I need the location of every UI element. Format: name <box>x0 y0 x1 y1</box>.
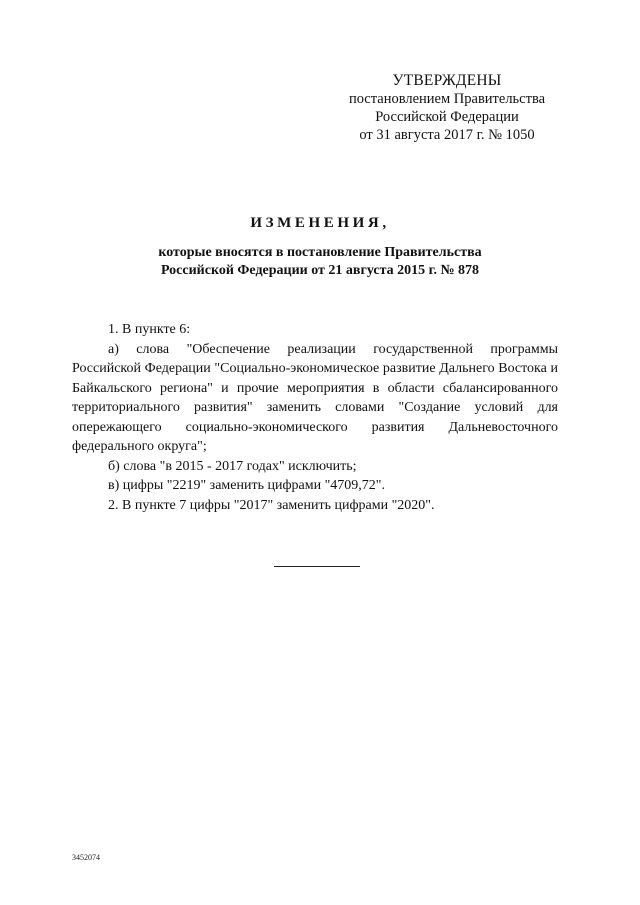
paragraph-1: 1. В пункте 6: <box>108 322 191 337</box>
document-subtitle <box>0 244 640 280</box>
paragraph-a: а) слова "Обеспечение реализации государственной программы Российской Федерации "Социально-экономическое развитие Дальнего Востока и Байкальского региона" и прочие мероприятия в области сбалансированного территориального развития" заменить словами "Создание условий для опережающего социально-экономического развития Дальневосточного федерального округа"; <box>72 341 558 454</box>
subtitle-line-1: которые вносятся в постановление Правительства <box>158 245 482 260</box>
document-code: 3452074 <box>72 853 100 862</box>
subtitle-line-2: Российской Федерации от 21 августа 2015 г. № 878 <box>160 263 480 278</box>
separator-line <box>274 566 360 567</box>
approval-block <box>318 72 576 144</box>
paragraph-2: 2. В пункте 7 цифры "2017" заменить цифрами "2020". <box>108 497 435 513</box>
approval-line-3: от 31 августа 2017 г. № 1050 <box>359 127 535 143</box>
approval-line-2: Российской Федерации <box>375 109 519 125</box>
paragraph-b: б) слова "в 2015 - 2017 годах" исключить; <box>108 458 357 474</box>
paragraph-v: в) цифры "2219" заменить цифрами "4709,72". <box>108 478 386 493</box>
document-title: ИЗМЕНЕНИЯ, <box>250 215 390 231</box>
approval-heading: УТВЕРЖДЕНЫ <box>392 72 502 89</box>
document-body <box>72 320 558 515</box>
approval-line-1: постановлением Правительства <box>348 91 546 107</box>
